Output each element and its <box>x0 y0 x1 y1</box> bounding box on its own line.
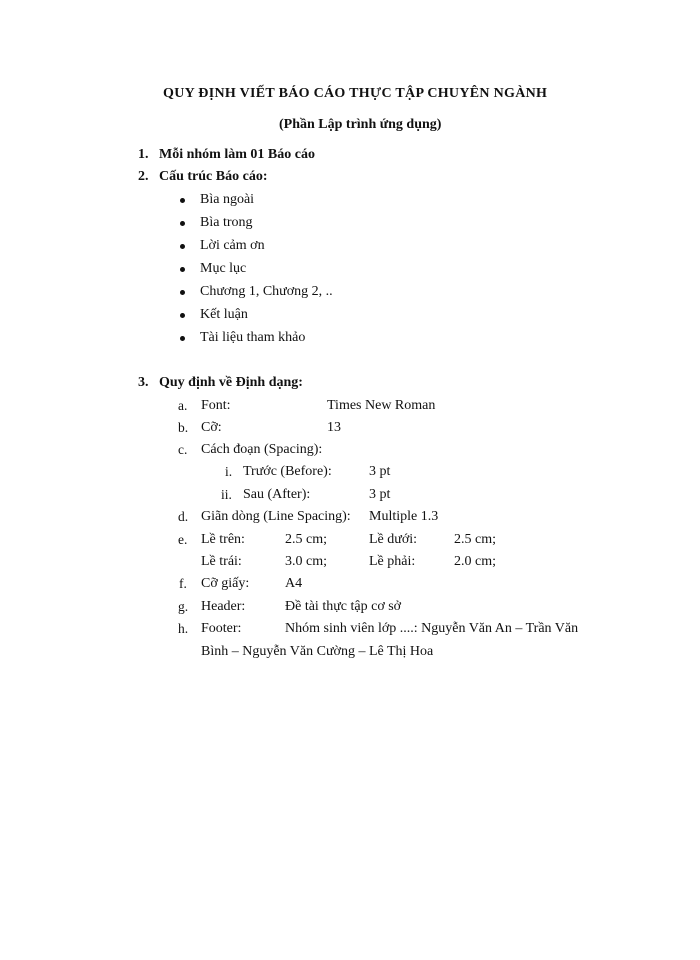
item-marker: d. <box>178 509 189 524</box>
subitem-value: 3 pt <box>369 487 391 502</box>
document-title: QUY ĐỊNH VIẾT BÁO CÁO THỰC TẬP CHUYÊN NGÀNH <box>163 86 548 101</box>
subitem-value: 3 pt <box>369 464 391 479</box>
item-label: Giãn dòng (Line Spacing): <box>201 509 351 524</box>
item-value-line1: Nhóm sinh viên lớp ....: Nguyễn Văn An – Trần Văn <box>285 621 579 636</box>
bullet-icon <box>180 267 185 272</box>
section-heading: Mỗi nhóm làm 01 Báo cáo <box>159 147 315 162</box>
subitem-marker: i. <box>225 464 233 479</box>
subitem-marker: ii. <box>221 487 232 502</box>
bullet-icon <box>180 198 185 203</box>
item-marker: h. <box>178 621 189 636</box>
item-marker: e. <box>178 532 188 547</box>
item-label: Cỡ giấy: <box>201 576 250 591</box>
bullet-icon <box>180 244 185 249</box>
item-marker: c. <box>178 442 188 457</box>
item-label: Footer: <box>201 621 242 636</box>
margin-right-value: 2.0 cm; <box>454 554 496 569</box>
item-marker: b. <box>178 420 189 435</box>
section-heading: Cấu trúc Báo cáo: <box>159 169 268 184</box>
margin-top-label: Lề trên: <box>201 532 245 547</box>
item-value: Đề tài thực tập cơ sở <box>285 599 402 614</box>
margin-right-label: Lề phải: <box>369 554 416 569</box>
section-number: 2. <box>138 169 149 184</box>
item-value: Times New Roman <box>327 398 436 413</box>
subitem-label: Trước (Before): <box>243 464 332 479</box>
bullet-icon <box>180 221 185 226</box>
item-value: Multiple 1.3 <box>369 509 439 524</box>
item-label: Cách đoạn (Spacing): <box>201 442 323 457</box>
margin-bottom-label: Lề dưới: <box>369 532 418 547</box>
item-label: Header: <box>201 599 246 614</box>
section-number: 3. <box>138 375 149 390</box>
bullet-icon <box>180 290 185 295</box>
subitem-label: Sau (After): <box>243 487 311 502</box>
item-value: 13 <box>327 420 341 435</box>
margin-left-value: 3.0 cm; <box>285 554 327 569</box>
list-item: Kết luận <box>200 307 248 322</box>
list-item: Chương 1, Chương 2, .. <box>200 284 333 299</box>
bullet-icon <box>180 336 185 341</box>
section-heading: Quy định về Định dạng: <box>159 375 303 390</box>
item-marker: f. <box>179 576 187 591</box>
list-item: Mục lục <box>200 261 247 276</box>
bullet-icon <box>180 313 185 318</box>
item-label: Font: <box>201 398 231 413</box>
list-item: Lời cảm ơn <box>200 238 265 253</box>
item-value: A4 <box>285 576 303 591</box>
list-item: Tài liệu tham khảo <box>200 330 306 345</box>
list-item: Bìa trong <box>200 215 253 230</box>
item-marker: a. <box>178 398 188 413</box>
document-subtitle: (Phần Lập trình ứng dụng) <box>279 117 442 132</box>
item-value-line2: Bình – Nguyễn Văn Cường – Lê Thị Hoa <box>201 644 434 659</box>
margin-top-value: 2.5 cm; <box>285 532 327 547</box>
margin-bottom-value: 2.5 cm; <box>454 532 496 547</box>
list-item: Bìa ngoài <box>200 192 255 207</box>
section-number: 1. <box>138 147 149 162</box>
item-marker: g. <box>178 599 189 614</box>
item-label: Cỡ: <box>201 420 222 435</box>
margin-left-label: Lề trái: <box>201 554 242 569</box>
